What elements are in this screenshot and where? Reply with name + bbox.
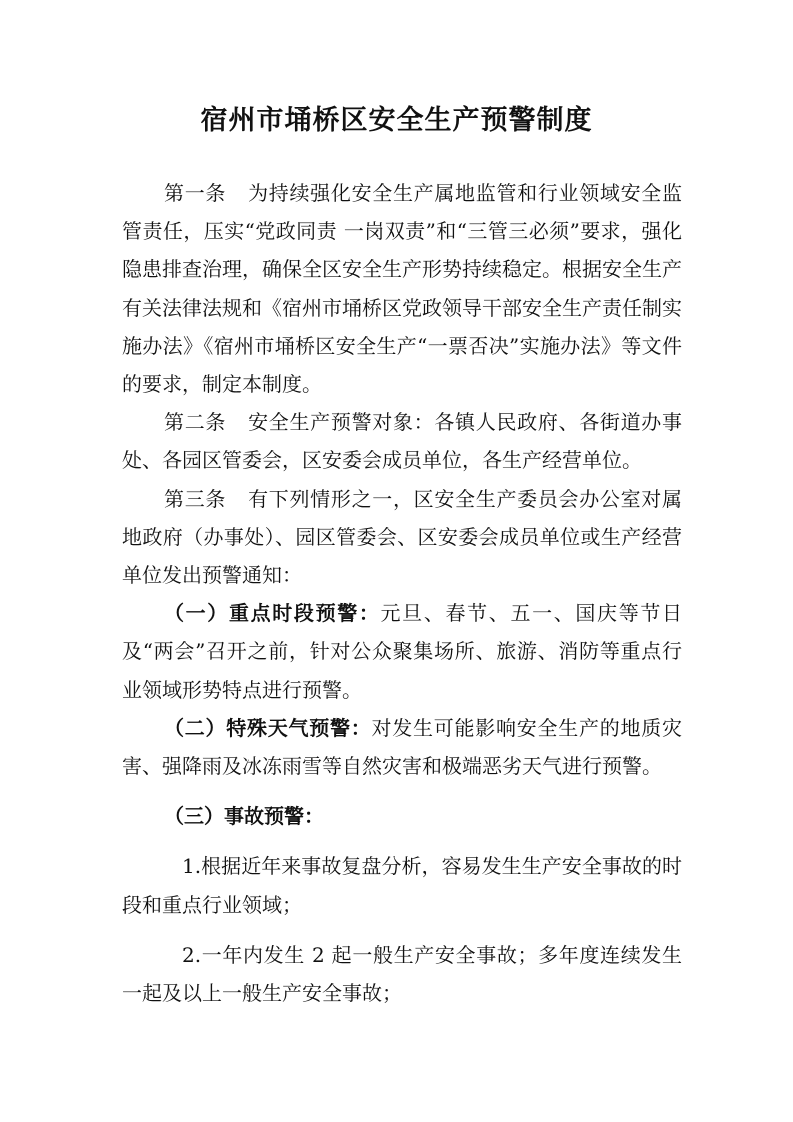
item-1-heading: （一）重点时段预警： (164, 601, 381, 626)
article-1-number: 第一条 (164, 181, 227, 205)
subitem-2: 2.一年内发生 2 起一般生产安全事故；多年度连续发生一起及以上一般生产安全事故； (122, 942, 682, 1006)
item-2-text: 对发生可能影响安全生产的地质灾害、强降雨及冰冻雨雪等自然灾害和极端恶劣天气进行预警。 (122, 715, 682, 779)
article-3 (122, 480, 682, 595)
article-3-number: 第三条 (164, 486, 227, 511)
article-1 (122, 174, 682, 403)
item-3 (122, 797, 682, 835)
document-title: 宿州市埇桥区安全生产预警制度 (200, 105, 593, 136)
item-3-heading: （三）事故预警： (164, 804, 324, 829)
document-body (122, 174, 682, 1012)
article-2 (122, 403, 682, 479)
item-2 (122, 709, 682, 785)
item-1-text: 元旦、春节、五一、国庆等节日及“两会”召开之前，针对公众聚集场所、旅游、消防等重点行业领域形势特点进行预警。 (122, 601, 683, 702)
article-3-text: 有下列情形之一，区安全生产委员会办公室对属地政府（办事处）、园区管委会、区安委会成员单位或生产经营单位发出预警通知： (122, 486, 683, 588)
item-2-heading: （二）特殊天气预警： (164, 715, 372, 740)
article-2-text: 安全生产预警对象：各镇人民政府、各街道办事处、各园区管委会，区安委会成员单位，各生产经营单位。 (122, 410, 683, 473)
article-1-text: 为持续强化安全生产属地监管和行业领域安全监管责任，压实“党政同责 一岗双责”和“三管三必须”要求，强化隐患排查治理，确保全区安全生产形势持续稳定。根据安全生产有关法律法规和《宿州市埇桥区党政领导干部安全生产责任制实施办法》《宿州市埇桥区安全生产“一票否决”实施办法》等文件的要求，制定本制度。 (122, 181, 683, 397)
item-1 (122, 594, 682, 709)
subitem-1: 1.根据近年来事故复盘分析，容易发生生产安全事故的时段和重点行业领域； (122, 854, 682, 917)
article-2-number: 第二条 (164, 410, 227, 435)
